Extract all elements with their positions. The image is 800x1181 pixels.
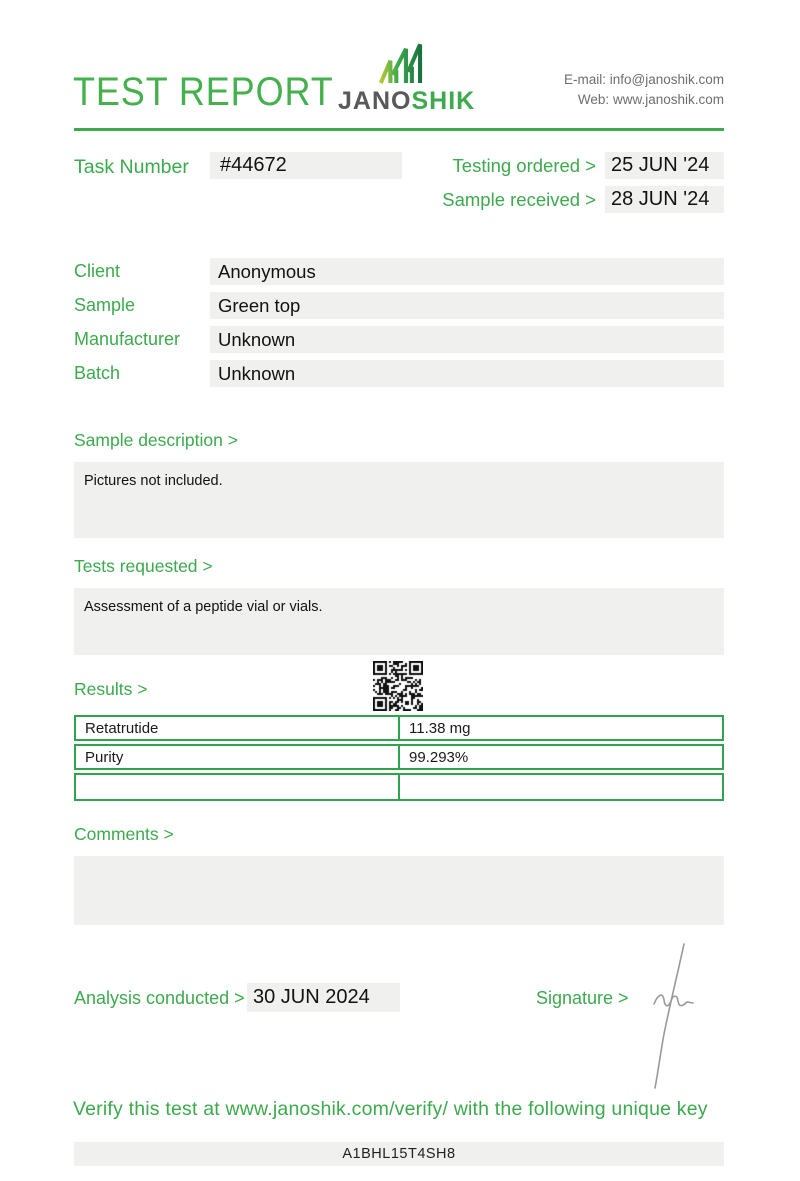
batch-label: Batch	[74, 363, 121, 383]
comments-heading: Comments >	[74, 824, 174, 844]
result-name	[76, 775, 400, 799]
sample-received-label: Sample received >	[442, 188, 596, 210]
sample-info-list	[74, 258, 724, 387]
client-value: Anonymous	[210, 258, 724, 285]
comments-box	[74, 856, 724, 925]
table-row	[74, 715, 724, 741]
janoshik-logo	[338, 40, 476, 116]
task-number-label: Task Number	[74, 156, 189, 178]
sample-received-value: 28 JUN '24	[611, 188, 710, 210]
sample-value: Green top	[210, 292, 724, 319]
sample-description-box	[74, 462, 724, 538]
result-value: 99.293%	[409, 748, 469, 766]
web-label: Web:	[577, 92, 610, 107]
contact-block	[564, 70, 724, 110]
dates-block	[442, 152, 724, 220]
info-row-client	[74, 258, 724, 285]
tests-requested-heading: Tests requested >	[74, 556, 213, 576]
sample-description-heading: Sample description >	[74, 430, 238, 450]
result-name: Retatrutide	[76, 717, 400, 739]
table-row	[74, 744, 724, 770]
task-number-value: #44672	[220, 154, 287, 176]
email-label: E-mail:	[563, 72, 606, 87]
batch-value: Unknown	[210, 360, 724, 387]
results-table	[74, 715, 724, 801]
sample-received-row	[442, 186, 724, 213]
sample-received-field	[605, 186, 724, 213]
info-row-manufacturer	[74, 326, 724, 353]
page-title: TEST REPORT	[73, 70, 334, 114]
result-name: Purity	[76, 746, 400, 768]
web-value: www.janoshik.com	[612, 92, 724, 107]
analysis-conducted-label: Analysis conducted >	[74, 988, 245, 1008]
web-line	[564, 90, 724, 110]
tests-requested-text: Assessment of a peptide vial or vials.	[84, 599, 323, 615]
info-row-sample	[74, 292, 724, 319]
info-row-batch	[74, 360, 724, 387]
manufacturer-label: Manufacturer	[74, 329, 181, 349]
sample-description-text: Pictures not included.	[84, 473, 223, 489]
qr-code	[373, 661, 423, 711]
tests-requested-box	[74, 588, 724, 655]
manufacturer-value: Unknown	[210, 326, 724, 353]
testing-ordered-value: 25 JUN '24	[611, 154, 710, 176]
email-line	[564, 70, 724, 90]
logo-wordmark	[338, 87, 476, 116]
comments-text	[74, 856, 724, 867]
testing-ordered-label: Testing ordered >	[452, 154, 596, 176]
email-value: info@janoshik.com	[609, 72, 724, 87]
client-label: Client	[74, 261, 121, 281]
unique-key-bar	[74, 1142, 724, 1166]
result-value	[400, 775, 722, 799]
task-number-field	[210, 152, 402, 179]
header-divider	[74, 128, 724, 131]
signature-mark	[638, 942, 702, 1090]
logo-word-green: SHIK	[411, 87, 476, 115]
signature-label: Signature >	[536, 988, 629, 1008]
results-heading: Results >	[74, 679, 148, 699]
analysis-date-field	[247, 983, 400, 1012]
logo-word-dark: JANO	[338, 87, 412, 115]
sample-label: Sample	[74, 295, 136, 315]
analysis-date-value: 30 JUN 2024	[253, 986, 370, 1008]
chart-peaks-icon	[375, 40, 425, 86]
result-value: 11.38 mg	[409, 719, 471, 737]
testing-ordered-row	[442, 152, 724, 179]
table-row	[74, 773, 724, 801]
testing-ordered-field	[605, 152, 724, 179]
verify-text: Verify this test at www.janoshik.com/verify/ with the following unique key	[73, 1098, 708, 1120]
unique-key-value: A1BHL15T4SH8	[342, 1146, 456, 1162]
